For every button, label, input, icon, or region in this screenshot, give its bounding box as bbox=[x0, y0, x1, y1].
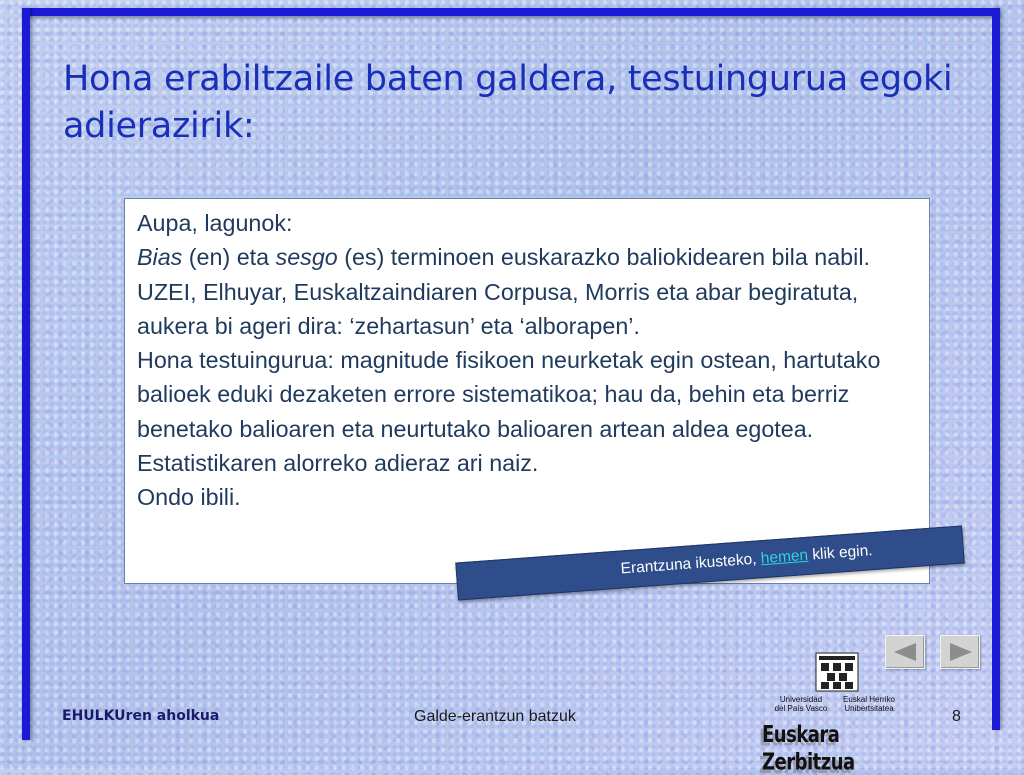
language-note-en: (en) eta bbox=[182, 244, 276, 271]
slide-frame-top bbox=[22, 8, 1000, 16]
slide-number: 8 bbox=[952, 708, 961, 725]
university-emblem-icon bbox=[815, 652, 859, 692]
greeting-line: Aupa, lagunok: bbox=[137, 210, 293, 236]
next-slide-button[interactable] bbox=[940, 635, 980, 669]
user-question-box bbox=[124, 198, 930, 584]
slide-frame-left bbox=[22, 8, 30, 740]
context-paragraph: Hona testuingurua: magnitude fisikoen neurketak egin ostean, hartutako balioek eduki dezaketen errore sistematikoa; hau da, behin eta berriz benetako balioaren eta neurtutako balioaren artean aldea egotea. Estatistikaren alorreko adieraz ari naiz. bbox=[137, 347, 881, 477]
answer-suffix: klik egin. bbox=[807, 542, 874, 564]
answer-link[interactable]: hemen bbox=[760, 546, 809, 568]
term-bias: Bias bbox=[137, 244, 183, 271]
slide-title: Hona erabiltzaile baten galdera, testuingurua egoki adierazirik: bbox=[63, 59, 953, 146]
footer-center-label: Galde-erantzun batzuk bbox=[414, 708, 576, 725]
answer-prefix: Erantzuna ikusteko, bbox=[620, 550, 762, 578]
footer-left-label: EHULKUren aholkua bbox=[62, 708, 220, 724]
term-sesgo: sesgo bbox=[275, 244, 338, 271]
closing-line: Ondo ibili. bbox=[137, 484, 241, 511]
triangle-right-icon bbox=[950, 643, 972, 661]
service-name: Euskara Zerbitzua bbox=[762, 720, 855, 775]
slide-frame-right bbox=[992, 8, 1000, 730]
university-name-es: Universidad del País Vasco bbox=[774, 695, 828, 713]
question-rest: (es) terminoen euskarazko baliokidearen bila nabil. UZEI, Elhuyar, Euskaltzaindiaren Corpusa, Morris eta abar begiratuta, aukera bi ageri dira: ‘zehartasun’ eta ‘alborapen’. bbox=[137, 244, 870, 339]
user-question-text bbox=[137, 206, 923, 515]
question-paragraph bbox=[137, 240, 923, 343]
university-logo bbox=[762, 648, 912, 775]
university-name-eu: Euskal Herriko Unibertsitatea bbox=[842, 695, 895, 713]
